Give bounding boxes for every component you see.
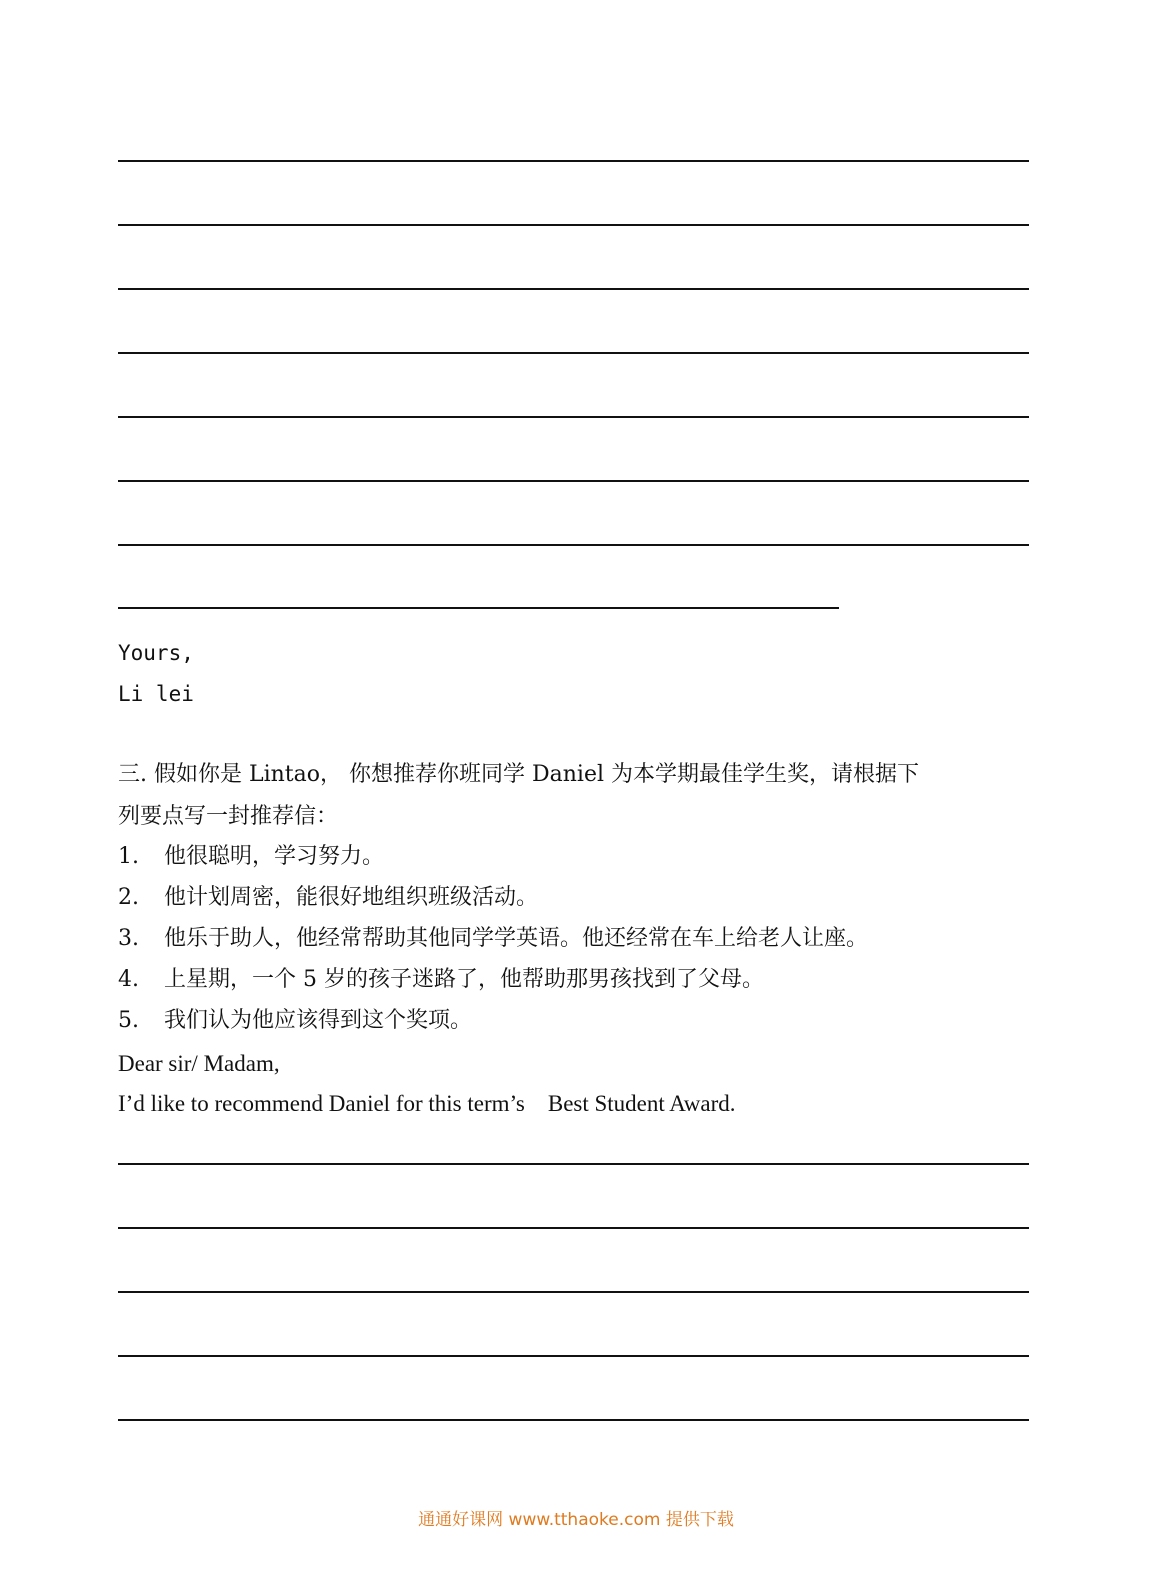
writing-line (118, 1291, 1029, 1293)
writing-line (118, 352, 1029, 354)
list-item-text: 他计划周密，能很好地组织班级活动。 (164, 885, 539, 910)
list-item-text: 他乐于助人，他经常帮助其他同学学英语。他还经常在车上给老人让座。 (164, 926, 869, 951)
writing-line (118, 288, 1029, 290)
list-item-number: 1. (118, 844, 139, 869)
list-item (118, 887, 538, 909)
closing-name: Li lei (118, 682, 194, 706)
list-item-number: 5. (118, 1008, 139, 1033)
letter-opening: I’d like to recommend Daniel for this term’s Best Student Award. (118, 1091, 736, 1116)
writing-line (118, 1227, 1029, 1229)
writing-line (118, 1163, 1029, 1165)
writing-line (118, 480, 1029, 482)
writing-line (118, 416, 1029, 418)
closing-sign-off: Yours, (118, 641, 194, 665)
list-item (118, 969, 764, 991)
section3-prompt-line2: 列要点写一封推荐信： (118, 804, 339, 829)
list-item-number: 4. (118, 967, 139, 992)
writing-line (118, 224, 1029, 226)
list-item (118, 846, 384, 868)
list-item-text: 我们认为他应该得到这个奖项。 (164, 1008, 473, 1033)
writing-line (118, 1419, 1029, 1421)
list-item (118, 928, 868, 950)
footer-watermark: 通通好课网 www.tthaoke.com 提供下载 (418, 1510, 734, 1530)
list-item (118, 1010, 472, 1032)
list-item-number: 2. (118, 885, 139, 910)
writing-line (118, 1355, 1029, 1357)
writing-line-short (118, 607, 839, 609)
list-item-text: 他很聪明，学习努力。 (164, 844, 385, 869)
section3-prompt-line1: 三. 假如你是 Lintao， 你想推荐你班同学 Daniel 为本学期最佳学生奖，请根据下 (118, 762, 919, 787)
list-item-number: 3. (118, 926, 139, 951)
writing-line (118, 544, 1029, 546)
letter-salutation: Dear sir/ Madam, (118, 1051, 280, 1076)
writing-line (118, 160, 1029, 162)
list-item-text: 上星期，一个 5 岁的孩子迷路了，他帮助那男孩找到了父母。 (164, 967, 764, 992)
